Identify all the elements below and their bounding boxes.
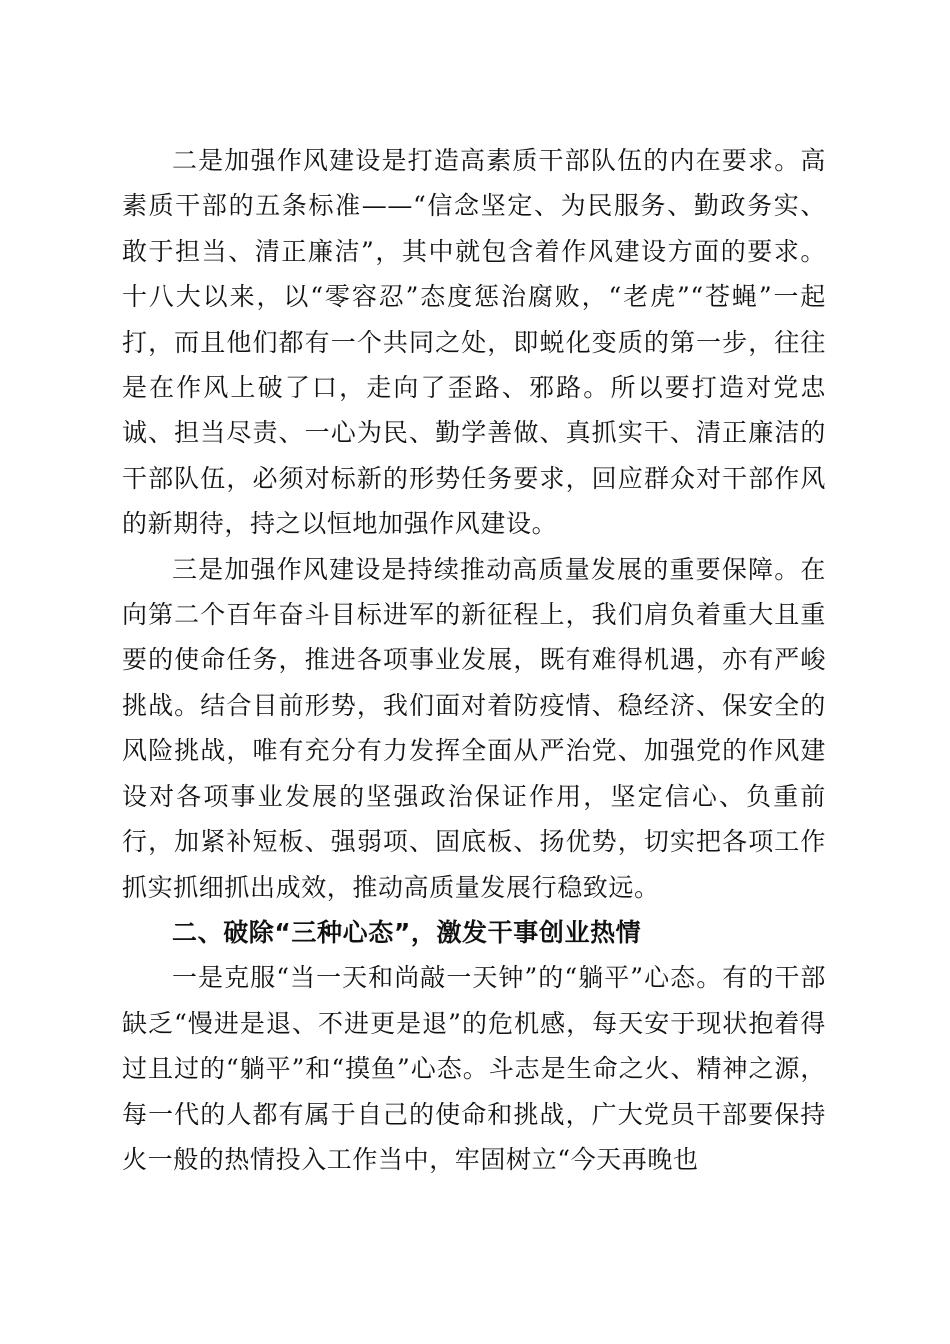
document-body bbox=[122, 138, 826, 1182]
paragraph-lying-flat-mindset: 一是克服“当一天和尚敲一天钟”的“躺平”心态。有的干部缺乏“慢进是退、不进更是退”的危机感，每天安于现状抱着得过且过的“躺平”和“摸鱼”心态。斗志是生命之火、精神之源，每一代的人都有属于自己的使命和挑战，广大党员干部要保持火一般的热情投入工作当中，牢固树立“今天再晚也 bbox=[122, 963, 826, 1174]
paragraph-high-quality-development: 三是加强作风建设是持续推动高质量发展的重要保障。在向第二个百年奋斗目标进军的新征程上，我们肩负着重大且重要的使命任务，推进各项事业发展，既有难得机遇，亦有严峻挑战。结合目前形势，我们面对着防疫情、稳经济、保安全的风险挑战，唯有充分有力发挥全面从严治党、加强党的作风建设对各项事业发展的坚强政治保证作用，坚定信心、负重前行，加紧补短板、强弱项、固底板、扬优势，切实把各项工作抓实抓细抓出成效，推动高质量发展行稳致远。 bbox=[122, 554, 826, 902]
section-heading-three-mindsets: 二、破除“三种心态”，激发干事创业热情 bbox=[172, 917, 642, 947]
paragraph-cadre-quality: 二是加强作风建设是打造高素质干部队伍的内在要求。高素质干部的五条标准——“信念坚定、为民服务、勤政务实、敢于担当、清正廉洁”，其中就包含着作风建设方面的要求。十八大以来，以“零容忍”态度惩治腐败，“老虎”“苍蝇”一起打，而且他们都有一个共同之处，即蜕化变质的第一步，往往是在作风上破了口，走向了歪路、邪路。所以要打造对党忠诚、担当尽责、一心为民、勤学善做、真抓实干、清正廉洁的干部队伍，必须对标新的形势任务要求，回应群众对干部作风的新期待，持之以恒地加强作风建设。 bbox=[122, 146, 826, 539]
